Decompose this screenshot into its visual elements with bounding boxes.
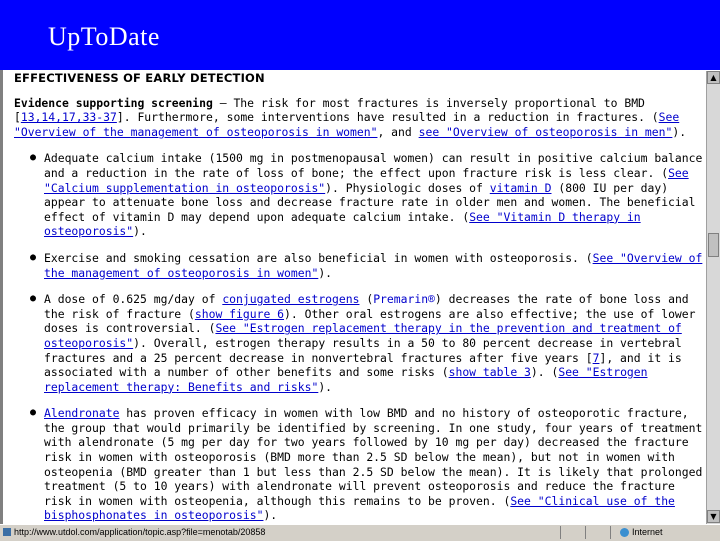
article-content [14, 71, 704, 526]
bullet-list [14, 151, 704, 523]
alendronate-link[interactable]: Alendronate [44, 406, 120, 421]
list-item [14, 406, 704, 523]
conjugated-estrogens-link[interactable]: conjugated estrogens [222, 292, 360, 307]
bullet-text: A dose of 0.625 mg/day of [44, 292, 223, 307]
vitamin-d-link[interactable]: vitamin D [489, 180, 552, 195]
status-divider [585, 526, 586, 539]
list-item [14, 292, 704, 394]
bullet-icon: ● [30, 407, 37, 419]
see-estrogen-benefits-risks-link[interactable]: See "Estrogen replacement therapy: Benefits and risks" [44, 365, 648, 394]
status-divider [560, 526, 561, 539]
see-overview-management-women-link[interactable]: See "Overview of the management of osteoporosis in women" [14, 110, 680, 139]
see-estrogen-replacement-link[interactable]: See "Estrogen replacement therapy in the prevention and treatment of osteoporosis" [44, 321, 682, 350]
list-item [14, 251, 704, 280]
security-zone: Internet [632, 527, 663, 537]
intro-paragraph [14, 96, 704, 140]
bullet-text: ). [133, 224, 147, 239]
bullet-text: ). [318, 265, 333, 280]
bullet-icon: ● [30, 152, 37, 164]
bullet-text: ). Overall, estrogen therapy results in a 50 to 80 percent decrease in vertebral fractures and a 25 percent decrease in nonvertebral fractures after five years [ [44, 335, 682, 365]
status-url: http://www.utdol.com/application/topic.asp?file=menotab/20858 [14, 527, 266, 537]
scroll-up-button[interactable]: ▲ [707, 71, 720, 84]
bullet-icon: ● [30, 251, 37, 263]
see-overview-osteoporosis-men-link[interactable]: see "Overview of osteoporosis in men" [418, 124, 673, 139]
bullet-text: ). [318, 379, 333, 394]
see-overview-management-women-link[interactable]: See "Overview of the management of osteoporosis in women" [44, 250, 703, 280]
slide-title: UpToDate [48, 22, 160, 51]
bullet-text: (800 IU per day) appear to attenuate bone loss and decrease fracture rate in older men and women. The beneficial effect of vitamin D may depend upon adequate calcium intake. ( [44, 180, 696, 224]
see-calcium-supplementation-link[interactable]: See "Calcium supplementation in osteoporosis" [44, 165, 689, 195]
window-left-border [0, 70, 3, 524]
show-figure-link[interactable]: show figure 6 [194, 306, 285, 321]
scroll-thumb[interactable] [708, 233, 719, 257]
show-table-link[interactable]: show table 3 [448, 365, 531, 380]
globe-icon [620, 528, 629, 537]
reference-link[interactable]: 13,14,17,33-37 [20, 110, 117, 125]
intro-lead: Evidence supporting screening [14, 95, 213, 110]
page-icon [3, 528, 11, 536]
bullet-text: ). [263, 508, 278, 523]
intro-text: — The risk for most fractures is inversely proportional to BMD [ [14, 95, 645, 125]
bullet-text: ( [359, 292, 374, 307]
premarin-link[interactable]: Premarin® [373, 292, 435, 307]
bullet-text: has proven efficacy in women with low BMD and no history of osteoporotic fracture, the group that would primarily be identified by screening. In one study, four years of treatment with alendronate (5 mg per day for two years followed by 10 mg per day) decreased the fracture risk in women with osteoporosis (BMD more than 2.5 SD below the mean), but not in women with osteopenia (BMD greater than 1 but less than 2.5 SD below the mean). It is likely that prolonged treatment (5 to 10 years) with alendronate will prevent osteoporosis and reduce the fracture risk in women with osteopenia, although this remains to be proven. ( [44, 406, 703, 508]
bullet-text: Exercise and smoking cessation are also beneficial in women with osteoporosis. ( [44, 250, 593, 265]
list-item [14, 151, 704, 239]
reference-link[interactable]: 7 [592, 350, 600, 365]
scroll-down-button[interactable]: ▼ [707, 510, 720, 523]
intro-text: ]. Furthermore, some interventions have resulted in a reduction in fractures. ( [116, 110, 659, 125]
status-divider [610, 526, 611, 539]
bullet-text: ). Other oral estrogens are also effective; the use of lower doses is controversial. ( [44, 306, 696, 336]
bullet-text: ). ( [530, 365, 559, 380]
intro-text: , and [377, 124, 419, 139]
intro-text: ). [672, 124, 687, 139]
see-vitamin-d-therapy-link[interactable]: See "Vitamin D therapy in osteoporosis" [44, 209, 641, 239]
see-bisphosphonates-link[interactable]: See "Clinical use of the bisphosphonates in osteoporosis" [44, 493, 675, 523]
bullet-text: ], and it is associated with a number of other benefits and some risks ( [44, 350, 682, 380]
vertical-scrollbar[interactable] [706, 71, 720, 524]
slide-title-bar [0, 0, 720, 70]
bullet-icon: ● [30, 293, 37, 305]
bullet-text: ) decreases the rate of bone loss and the risk of fracture ( [44, 292, 689, 321]
section-heading: EFFECTIVENESS OF EARLY DETECTION [14, 71, 265, 85]
status-bar [0, 524, 720, 541]
bullet-text: ). Physiologic doses of [325, 180, 490, 195]
bullet-text: Adequate calcium intake (1500 mg in postmenopausal women) can result in positive calcium balance and a reduction in the rate of loss of bone; the effect upon fracture risk is less clear. ( [44, 151, 703, 180]
